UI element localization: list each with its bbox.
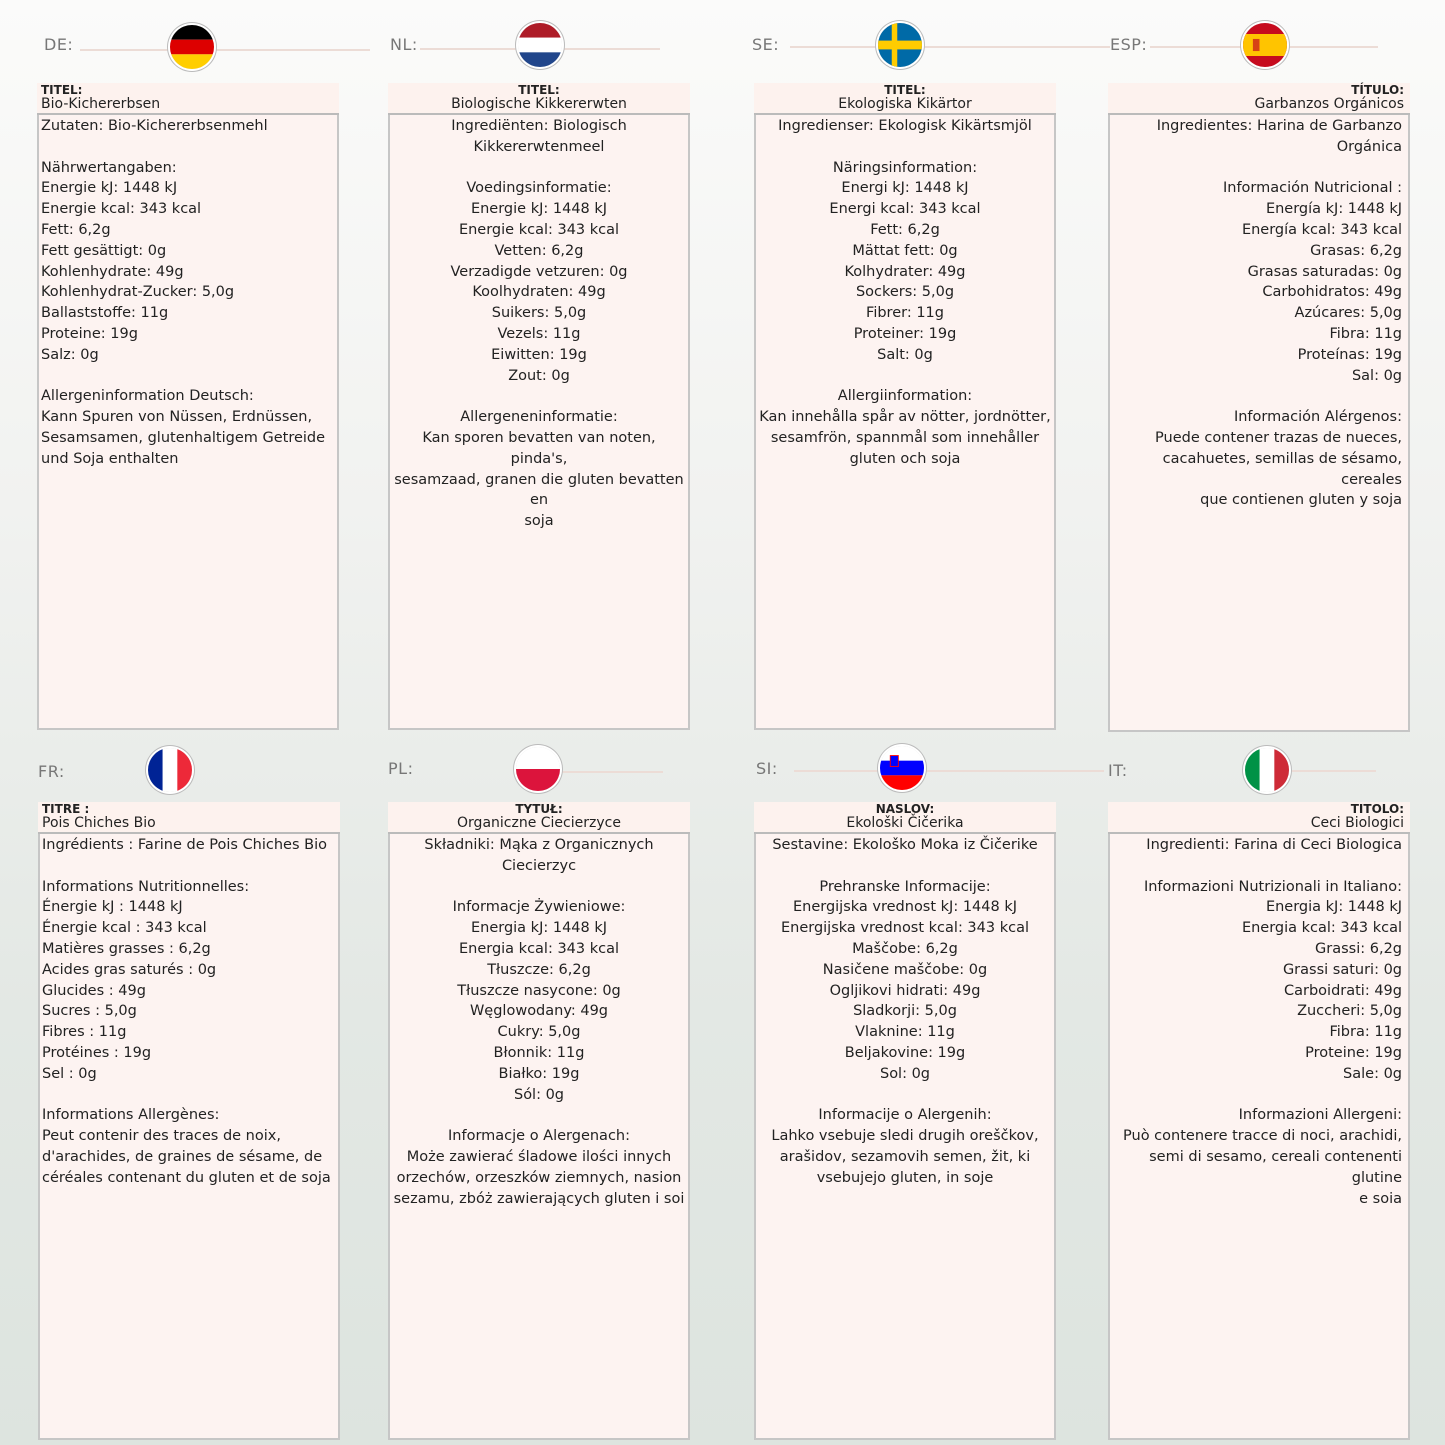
label-line: Informacije o Alergenih:	[818, 1107, 992, 1124]
label-line: Koolhydraten: 49g	[472, 284, 606, 301]
label-line: Suikers: 5,0g	[491, 305, 587, 322]
label-line: Energía kcal: 343 kcal	[1241, 221, 1402, 238]
label-line	[1116, 1085, 1402, 1106]
label-line	[758, 366, 1052, 387]
label-line: Węglowodany: 49g	[469, 1003, 609, 1020]
label-line: Zuccheri: 5,0g	[1297, 1003, 1402, 1020]
title-label: TITRE :	[42, 802, 90, 816]
label-line: Sol: 0g	[879, 1065, 931, 1082]
label-line	[1116, 856, 1402, 877]
label-line: Ingredienser: Ekologisk Kikärtsmjöl	[778, 118, 1032, 134]
label-line	[758, 856, 1052, 877]
label-line: Protéines : 19g	[42, 1044, 152, 1061]
title-box	[37, 83, 339, 115]
title-label: TITEL:	[518, 83, 560, 97]
label-line: gluten och soja	[849, 450, 961, 467]
label-line: Fett: 6,2g	[41, 221, 111, 238]
card-it	[1108, 802, 1410, 1440]
label-line: Błonnik: 11g	[493, 1044, 585, 1061]
card-si	[754, 802, 1056, 1440]
label-line: Orgánica	[1336, 138, 1402, 155]
label-line: Informacje o Alergenach:	[448, 1128, 630, 1145]
product-title: Ekologiska Kikärtor	[838, 96, 972, 112]
card-fr	[38, 802, 340, 1440]
label-line	[392, 386, 686, 407]
label-line: Składniki: Mąka z Organicznych Ciecierzyc	[424, 837, 659, 874]
label-line: Sal: 0g	[1351, 367, 1402, 384]
label-line: Tłuszcze nasycone: 0g	[457, 982, 621, 999]
divider-line	[80, 49, 370, 51]
label-line: que contienen gluten y soja	[1200, 492, 1402, 509]
language-code: SI:	[756, 759, 778, 778]
title-box	[754, 802, 1056, 834]
sweden-flag-icon	[878, 23, 922, 67]
label-line: Ingredienti: Farina di Ceci Biologica	[1146, 837, 1402, 853]
divider-line	[1288, 770, 1376, 772]
label-line: Ballaststoffe: 11g	[41, 305, 169, 322]
label-line	[758, 1085, 1052, 1106]
title-label: NASLOV:	[875, 802, 935, 816]
label-line: Sladkorji: 5,0g	[853, 1003, 957, 1020]
label-line: Ingredientes: Harina de Garbanzo	[1156, 118, 1402, 134]
label-line: Energie kJ: 1448 kJ	[41, 180, 178, 197]
label-line: Grasas saturadas: 0g	[1247, 263, 1402, 280]
label-line: Peut contenir des traces de noix,	[42, 1128, 281, 1145]
title-box	[38, 802, 340, 834]
header-pl	[388, 745, 678, 795]
language-code: IT:	[1108, 761, 1128, 780]
france-flag-icon	[148, 748, 192, 792]
label-line: Energia kJ: 1448 kJ	[470, 920, 608, 937]
product-title: Ekološki Čičerika	[846, 815, 964, 831]
label-line: Vetten: 6,2g	[494, 242, 584, 259]
label-line: Kikkererwtenmeel	[473, 138, 605, 155]
label-line: Informacje Żywieniowe:	[452, 899, 626, 916]
label-line: vsebujejo gluten, in soje	[816, 1169, 994, 1186]
language-code: DE:	[44, 35, 74, 54]
label-line: Énergie kcal : 343 kcal	[42, 920, 207, 937]
label-line: Sucres : 5,0g	[42, 1003, 137, 1020]
divider-line	[558, 771, 663, 773]
label-line: sesamfrön, spannmål som innehåller	[770, 429, 1040, 446]
label-line: d'arachides, de graines de sésame, de	[42, 1148, 323, 1165]
label-line: Kohlenhydrate: 49g	[41, 263, 184, 280]
label-line	[41, 137, 335, 158]
language-code: ESP:	[1110, 35, 1148, 54]
card-se	[754, 83, 1056, 730]
label-line: Informations Allergènes:	[42, 1107, 220, 1124]
label-line: Ingrediënten: Biologisch	[451, 118, 627, 134]
label-line: e soia	[1359, 1190, 1402, 1207]
label-line: Puede contener trazas de nueces,	[1155, 429, 1402, 446]
label-line: Energi kJ: 1448 kJ	[841, 180, 969, 197]
netherlands-flag-icon	[518, 23, 562, 67]
label-line: Glucides : 49g	[42, 982, 146, 999]
title-box	[388, 83, 690, 115]
label-line: Energia kcal: 343 kcal	[1241, 920, 1402, 937]
label-body	[1108, 834, 1410, 1440]
label-line: Sól: 0g	[513, 1086, 565, 1103]
card-pl	[388, 802, 690, 1440]
label-body	[37, 115, 339, 730]
label-line: Proteínas: 19g	[1297, 346, 1402, 363]
label-line: Mättat fett: 0g	[852, 242, 958, 259]
label-line: Grasas: 6,2g	[1310, 242, 1402, 259]
title-box	[1108, 802, 1410, 834]
label-line: Salz: 0g	[41, 346, 99, 363]
product-title: Garbanzos Orgánicos	[1254, 96, 1404, 112]
label-line: Sale: 0g	[1343, 1065, 1402, 1082]
label-line	[392, 1105, 686, 1126]
label-line: Ingrédients : Farine de Pois Chiches Bio	[42, 837, 327, 853]
label-line: Sesamsamen, glutenhaltigem Getreide	[41, 429, 326, 446]
label-line: Nasičene maščobe: 0g	[822, 961, 988, 978]
label-line: Verzadigde vetzuren: 0g	[450, 263, 628, 280]
label-line: Energia kcal: 343 kcal	[458, 940, 620, 957]
label-line: Proteiner: 19g	[853, 325, 957, 342]
label-line: Tłuszcze: 6,2g	[487, 961, 591, 978]
label-line: Ogljikovi hidrati: 49g	[829, 982, 981, 999]
label-line: Fibra: 11g	[1329, 1024, 1402, 1041]
italy-flag-icon	[1245, 748, 1289, 792]
label-line: Azúcares: 5,0g	[1294, 305, 1402, 322]
label-line: Informations Nutritionnelles:	[42, 878, 250, 895]
product-title: Organiczne Ciecierzyce	[457, 815, 621, 831]
label-line: Energia kJ: 1448 kJ	[1265, 899, 1402, 916]
title-label: TITEL:	[884, 83, 926, 97]
product-title: Bio-Kichererbsen	[41, 96, 161, 112]
product-title: Pois Chiches Bio	[42, 815, 156, 831]
label-line: Fett: 6,2g	[870, 221, 940, 238]
label-line: Energi kcal: 343 kcal	[829, 201, 981, 218]
label-line: Salt: 0g	[877, 346, 933, 363]
label-line: semi di sesamo, cereali contenenti glutine	[1149, 1148, 1407, 1186]
label-line: Fibres : 11g	[42, 1024, 127, 1041]
language-code: NL:	[390, 35, 418, 54]
label-line	[392, 158, 686, 179]
label-line: Kan sporen bevatten van noten, pinda's,	[422, 429, 661, 467]
title-label: TITEL:	[41, 83, 83, 97]
product-title: Biologische Kikkererwten	[451, 96, 627, 112]
header-fr	[38, 748, 338, 798]
product-title: Ceci Biologici	[1310, 815, 1404, 831]
label-line: sezamu, zbóż zawierających gluten i soi	[393, 1190, 685, 1207]
label-line: Carbohidratos: 49g	[1262, 284, 1402, 301]
label-line: Allergiinformation:	[837, 388, 973, 405]
label-line: Allergeneninformatie:	[460, 409, 618, 426]
label-line: Nährwertangaben:	[41, 159, 177, 176]
label-line: Energijska vrednost kcal: 343 kcal	[780, 920, 1030, 937]
label-line: Información Nutricional :	[1222, 180, 1402, 197]
label-line: Vezels: 11g	[497, 325, 581, 342]
header-si	[756, 744, 1106, 794]
label-line: Fibrer: 11g	[866, 305, 944, 322]
label-line: cacahuetes, semillas de sésamo, cereales	[1162, 450, 1407, 488]
label-line: Matières grasses : 6,2g	[42, 940, 211, 957]
label-line: Energie kJ: 1448 kJ	[470, 201, 608, 218]
label-line: Zutaten: Bio-Kichererbsenmehl	[41, 118, 268, 134]
label-line: Vlaknine: 11g	[855, 1024, 955, 1041]
label-line: Energijska vrednost kJ: 1448 kJ	[792, 899, 1018, 916]
card-nl	[388, 83, 690, 730]
title-label: TYTUŁ:	[515, 802, 563, 816]
label-line: Voedingsinformatie:	[466, 180, 612, 197]
label-line: Allergeninformation Deutsch:	[41, 388, 254, 405]
title-box	[1108, 83, 1410, 115]
label-line: Beljakovine: 19g	[844, 1044, 966, 1061]
label-line: Sel : 0g	[42, 1065, 97, 1082]
label-line	[758, 137, 1052, 158]
label-line: Grassi: 6,2g	[1315, 940, 1402, 957]
label-body	[754, 834, 1056, 1440]
label-line: soja	[524, 513, 554, 530]
slovenia-flag-icon	[880, 746, 924, 790]
label-line: Proteine: 19g	[1305, 1044, 1402, 1061]
title-label: TITOLO:	[1350, 802, 1404, 816]
label-line: Kan innehålla spår av nötter, jordnötter,	[759, 409, 1051, 426]
header-se	[752, 20, 1112, 70]
label-line: Grassi saturi: 0g	[1282, 961, 1402, 978]
label-line: Acides gras saturés : 0g	[42, 961, 217, 978]
language-code: PL:	[388, 759, 414, 778]
spain-flag-icon	[1243, 23, 1287, 67]
label-line: Informazioni Nutrizionali in Italiano:	[1143, 878, 1402, 895]
label-line: Energie kcal: 343 kcal	[458, 221, 620, 238]
label-line	[41, 366, 335, 387]
label-line: Może zawierać śladowe ilości innych	[406, 1148, 672, 1165]
label-line: Lahko vsebuje sledi drugih oreščkov,	[771, 1128, 1039, 1145]
label-line: Maščobe: 6,2g	[852, 940, 958, 957]
title-label: TÍTULO:	[1351, 83, 1404, 97]
label-line: Näringsinformation:	[832, 159, 978, 176]
label-line: Información Alérgenos:	[1233, 409, 1402, 426]
language-code: FR:	[38, 762, 65, 781]
divider-line	[794, 770, 1104, 772]
label-line: Kolhydrater: 49g	[844, 263, 966, 280]
label-line: Proteine: 19g	[41, 325, 138, 342]
label-line: Fibra: 11g	[1329, 325, 1402, 342]
label-line: Cukry: 5,0g	[497, 1024, 581, 1041]
label-body	[38, 834, 340, 1440]
label-line: Eiwitten: 19g	[491, 346, 587, 363]
label-line: sesamzaad, granen die gluten bevatten en	[394, 471, 689, 509]
header-esp	[1110, 22, 1390, 72]
divider-line	[790, 46, 1110, 48]
card-de	[37, 83, 339, 730]
poland-flag-icon	[516, 747, 560, 791]
title-box	[754, 83, 1056, 115]
label-line: Può contenere tracce di noci, arachidi,	[1123, 1128, 1402, 1145]
label-body	[388, 834, 690, 1440]
label-line	[1116, 386, 1402, 407]
label-line: Kann Spuren von Nüssen, Erdnüssen,	[41, 409, 313, 426]
language-code: SE:	[752, 35, 780, 54]
header-nl	[390, 20, 680, 70]
label-line: Carboidrati: 49g	[1284, 982, 1402, 999]
header-de	[40, 25, 380, 75]
label-body	[754, 115, 1056, 730]
label-line: und Soja enthalten	[41, 450, 179, 467]
label-line: Fett gesättigt: 0g	[41, 242, 167, 259]
label-line: Energie kcal: 343 kcal	[41, 201, 202, 218]
label-line: Informazioni Allergeni:	[1238, 1107, 1402, 1124]
label-line: Sestavine: Ekološko Moka iz Čičerike	[772, 837, 1038, 853]
label-line: Sockers: 5,0g	[855, 284, 955, 301]
header-it	[1108, 748, 1378, 798]
label-line: arašidov, sezamovih semen, žit, ki	[779, 1148, 1031, 1165]
label-line: Energía kJ: 1448 kJ	[1265, 201, 1402, 218]
label-line: Zout: 0g	[508, 367, 570, 384]
germany-flag-icon	[170, 25, 214, 69]
label-body	[1108, 115, 1410, 732]
label-line	[1116, 158, 1402, 179]
label-line: Kohlenhydrat-Zucker: 5,0g	[41, 284, 235, 301]
label-line: Prehranske Informacije:	[819, 878, 991, 895]
card-esp	[1108, 83, 1410, 732]
label-line	[392, 877, 686, 898]
title-box	[388, 802, 690, 834]
label-line: orzechów, orzeszków ziemnych, nasion	[396, 1169, 682, 1186]
label-line	[42, 856, 336, 877]
label-line: Énergie kJ : 1448 kJ	[42, 899, 183, 916]
label-line: céréales contenant du gluten et de soja	[42, 1169, 331, 1186]
label-line: Białko: 19g	[498, 1065, 580, 1082]
label-body	[388, 115, 690, 730]
label-line	[42, 1085, 336, 1106]
